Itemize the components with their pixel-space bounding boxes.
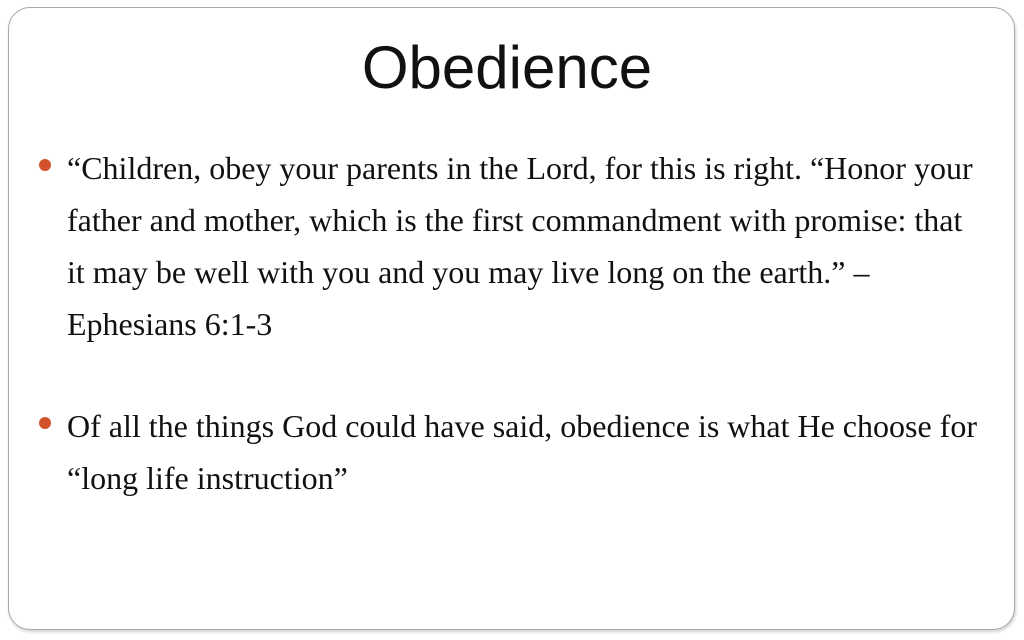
bullet-text: Of all the things God could have said, obedience is what He choose for “long life instruction” bbox=[67, 408, 977, 496]
bullet-item-commentary bbox=[36, 400, 986, 504]
bullet-list bbox=[36, 142, 986, 504]
bullet-item-scripture bbox=[36, 142, 986, 350]
bullet-text: “Children, obey your parents in the Lord, for this is right. “Honor your father and mother, which is the first commandment with promise: that it may be well with you and you may live long on the earth.” –Ephesians 6:1-3 bbox=[67, 150, 973, 342]
bullet-dot-icon bbox=[39, 417, 51, 429]
slide-title: Obedience bbox=[361, 34, 653, 101]
bullet-dot-icon bbox=[39, 159, 51, 171]
